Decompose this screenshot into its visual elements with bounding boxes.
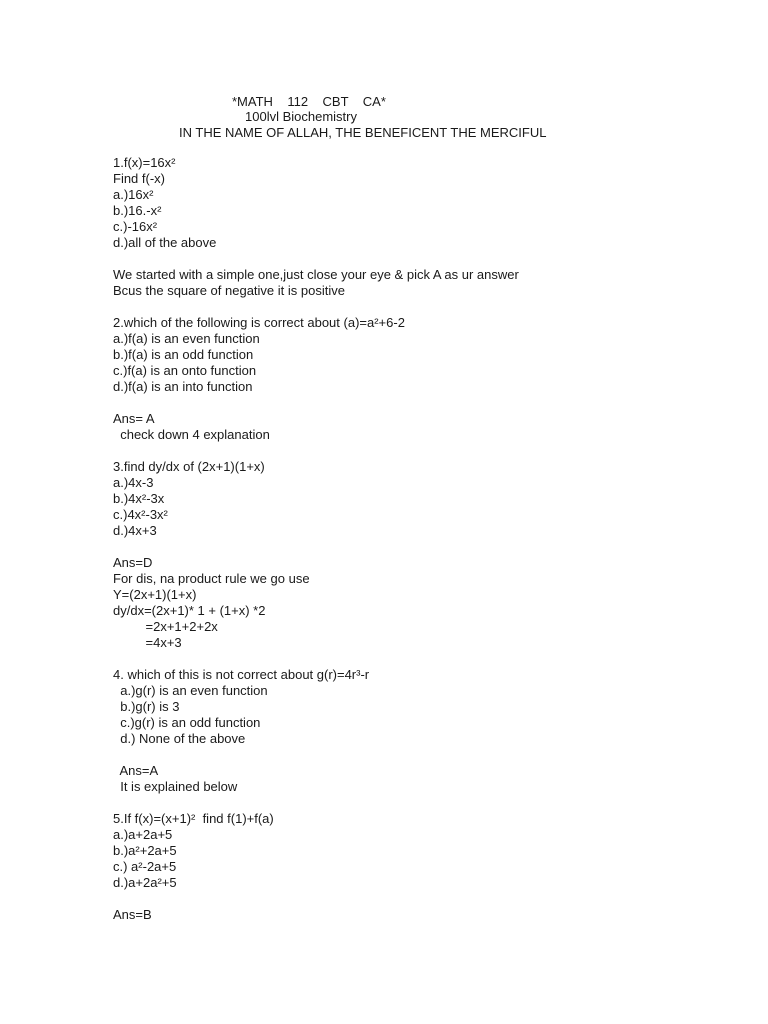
question-text: 1.f(x)=16x² bbox=[113, 155, 176, 170]
question-text: 4. which of this is not correct about g(r)=4r³-r bbox=[113, 667, 370, 682]
answer-line: Ans=D bbox=[113, 555, 153, 570]
question-text: 2.which of the following is correct about (a)=a²+6-2 bbox=[113, 315, 405, 330]
questions-body bbox=[113, 155, 713, 923]
working-line: =4x+3 bbox=[113, 635, 182, 650]
question-text: 3.find dy/dx of (2x+1)(1+x) bbox=[113, 459, 265, 474]
option-d: d.)4x+3 bbox=[113, 523, 157, 538]
option-a: a.)a+2a+5 bbox=[113, 827, 173, 842]
option-a: a.)f(a) is an even function bbox=[113, 331, 260, 346]
option-c: c.)4x²-3x² bbox=[113, 507, 168, 522]
question-2 bbox=[113, 315, 713, 443]
option-a: a.)16x² bbox=[113, 187, 154, 202]
question-text: 5.If f(x)=(x+1)² find f(1)+f(a) bbox=[113, 811, 274, 826]
option-b: b.)16.-x² bbox=[113, 203, 162, 218]
answer-line: Ans=A bbox=[113, 763, 159, 778]
explanation-line: check down 4 explanation bbox=[113, 427, 270, 442]
option-b: b.)f(a) is an odd function bbox=[113, 347, 254, 362]
option-d: d.) None of the above bbox=[113, 731, 246, 746]
option-c: c.)g(r) is an odd function bbox=[113, 715, 261, 730]
working-line: dy/dx=(2x+1)* 1 + (1+x) *2 bbox=[113, 603, 266, 618]
option-c: c.)f(a) is an onto function bbox=[113, 363, 257, 378]
exam-title: *MATH 112 CBT CA* bbox=[232, 94, 386, 109]
option-b: b.)4x²-3x bbox=[113, 491, 165, 506]
explanation-line: For dis, na product rule we go use bbox=[113, 571, 310, 586]
question-1 bbox=[113, 155, 713, 299]
question-4 bbox=[113, 667, 713, 795]
option-a: a.)4x-3 bbox=[113, 475, 154, 490]
question-5 bbox=[113, 811, 713, 923]
answer-line: Ans=B bbox=[113, 907, 152, 922]
explanation-line: Bcus the square of negative it is positive bbox=[113, 283, 345, 298]
option-d: d.)all of the above bbox=[113, 235, 217, 250]
option-b: b.)a²+2a+5 bbox=[113, 843, 177, 858]
option-c: c.) a²-2a+5 bbox=[113, 859, 177, 874]
option-c: c.)-16x² bbox=[113, 219, 158, 234]
answer-line: Ans= A bbox=[113, 411, 155, 426]
working-line: Y=(2x+1)(1+x) bbox=[113, 587, 197, 602]
option-d: d.)f(a) is an into function bbox=[113, 379, 253, 394]
question-3 bbox=[113, 459, 713, 651]
question-prompt: Find f(-x) bbox=[113, 171, 165, 186]
explanation-line: We started with a simple one,just close your eye & pick A as ur answer bbox=[113, 267, 519, 282]
option-a: a.)g(r) is an even function bbox=[113, 683, 268, 698]
dedication-line: IN THE NAME OF ALLAH, THE BENEFICENT THE MERCIFUL bbox=[179, 125, 547, 140]
course-level: 100lvl Biochemistry bbox=[245, 109, 357, 124]
working-line: =2x+1+2+2x bbox=[113, 619, 218, 634]
option-b: b.)g(r) is 3 bbox=[113, 699, 180, 714]
option-d: d.)a+2a²+5 bbox=[113, 875, 177, 890]
explanation-line: It is explained below bbox=[113, 779, 238, 794]
